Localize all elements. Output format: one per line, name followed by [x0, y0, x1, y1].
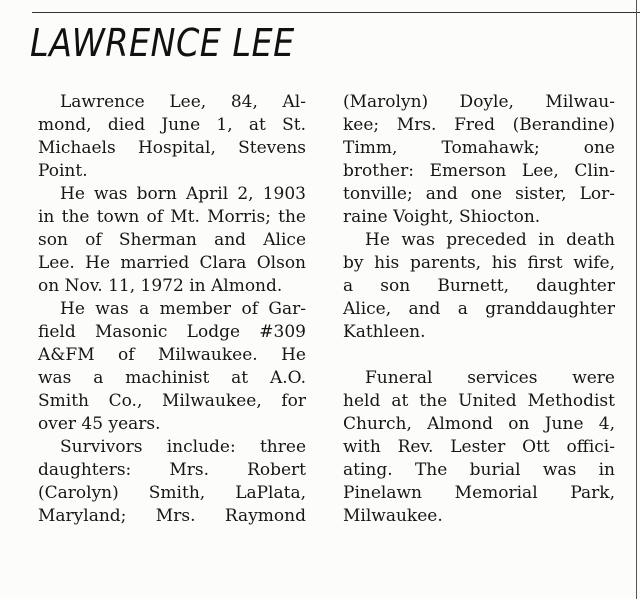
text-line: He was a member of Gar-: [60, 299, 306, 319]
text-line: on Nov. 11, 1972 in Almond.: [38, 276, 283, 296]
text-line: (Carolyn) Smith, LaPlata,: [38, 483, 306, 503]
top-rule: [32, 12, 640, 13]
text-line: daughters: Mrs. Robert: [38, 460, 306, 480]
column-left: [38, 91, 306, 528]
text-line: A&FM of Milwaukee. He: [38, 345, 306, 365]
text-line: son of Sherman and Alice: [38, 230, 306, 250]
text-line: Church, Almond on June 4,: [343, 414, 615, 434]
text-line: Point.: [38, 161, 88, 181]
text-line: raine Voight, Shiocton.: [343, 207, 541, 227]
text-line: by his parents, his first wife,: [343, 253, 615, 273]
text-line: Pinelawn Memorial Park,: [343, 483, 615, 503]
text-line: mond, died June 1, at St.: [38, 115, 306, 135]
text-line: Smith Co., Milwaukee, for: [38, 391, 306, 411]
clipping-edge: [636, 0, 637, 599]
text-line: in the town of Mt. Morris; the: [38, 207, 306, 227]
text-line: Milwaukee.: [343, 506, 443, 526]
text-line: Survivors include: three: [60, 437, 306, 457]
text-line: kee; Mrs. Fred (Berandine): [343, 115, 615, 135]
text-line: Lawrence Lee, 84, Al-: [60, 92, 306, 112]
text-line: tonville; and one sister, Lor-: [343, 184, 615, 204]
headline: LAWRENCE LEE: [30, 21, 295, 65]
text-line: Lee. He married Clara Olson: [38, 253, 306, 273]
text-line: with Rev. Lester Ott offici-: [343, 437, 615, 457]
column-right: [343, 91, 615, 528]
paragraph-gap: [343, 344, 615, 367]
text-line: field Masonic Lodge #309: [38, 322, 306, 342]
text-line: (Marolyn) Doyle, Milwau-: [343, 92, 615, 112]
text-line: Alice, and a granddaughter: [343, 299, 615, 319]
text-line: Timm, Tomahawk; one: [343, 138, 615, 158]
text-line: Funeral services were: [365, 368, 615, 388]
text-line: ating. The burial was in: [343, 460, 615, 480]
text-line: He was preceded in death: [365, 230, 615, 250]
text-line: brother: Emerson Lee, Clin-: [343, 161, 615, 181]
text-line: held at the United Methodist: [343, 391, 615, 411]
text-line: a son Burnett, daughter: [343, 276, 615, 296]
text-line: Maryland; Mrs. Raymond: [38, 506, 306, 526]
text-line: Michaels Hospital, Stevens: [38, 138, 306, 158]
text-line: He was born April 2, 1903: [60, 184, 306, 204]
text-line: was a machinist at A.O.: [38, 368, 306, 388]
text-line: over 45 years.: [38, 414, 161, 434]
text-line: Kathleen.: [343, 322, 426, 342]
